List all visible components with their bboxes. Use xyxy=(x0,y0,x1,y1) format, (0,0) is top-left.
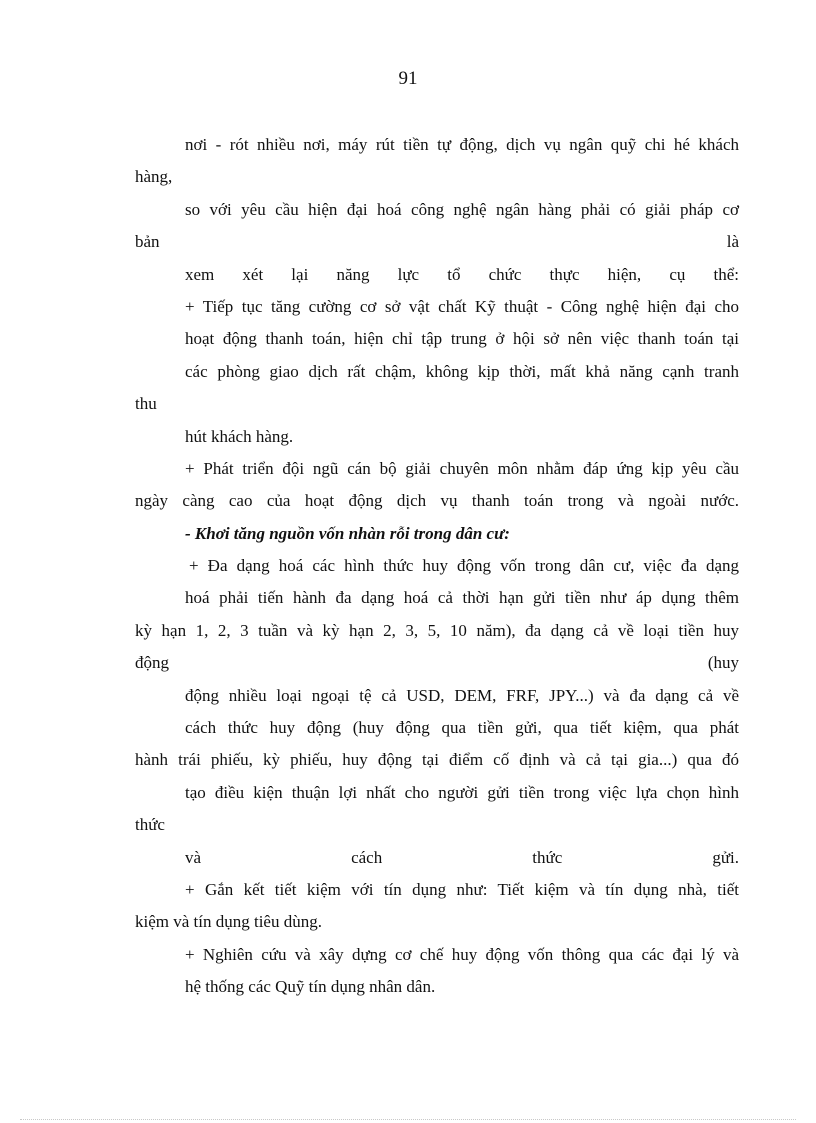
text-fragment: bản xyxy=(135,232,160,252)
text-line: + Phát triển đội ngũ cán bộ giải chuyên môn nhằm đáp ứng kịp yêu cầu xyxy=(185,458,739,478)
section-heading: - Khơi tăng nguồn vốn nhàn rỗi trong dân cư: xyxy=(185,523,510,543)
text-line: nơi - rót nhiều nơi, máy rút tiền tự động, dịch vụ ngân quỹ chi hé khách xyxy=(185,135,739,154)
text-fragment: thức xyxy=(532,847,563,867)
text-line: thu xyxy=(135,394,157,414)
text-line: hệ thống các Quỹ tín dụng nhân dân. xyxy=(185,977,436,997)
text-line: hàng, xyxy=(135,167,173,187)
text-line: hút khách hàng. xyxy=(185,426,294,446)
text-fragment: và xyxy=(185,847,202,867)
page-number: 91 xyxy=(398,68,418,89)
text-line: + Nghiên cứu và xây dựng cơ chế huy động vốn thông qua các đại lý và xyxy=(185,944,739,964)
text-line: hành trái phiếu, kỳ phiếu, huy động tại điểm cố định và cả tại gia...) qua đó xyxy=(135,750,739,770)
text-line: kiệm và tín dụng tiêu dùng. xyxy=(135,912,322,932)
text-line: tạo điều kiện thuận lợi nhất cho người gửi tiền trong việc lựa chọn hình xyxy=(185,782,739,802)
text-fragment: là xyxy=(726,232,739,252)
text-line xyxy=(135,842,739,874)
text-line: cách thức huy động (huy động qua tiền gửi, qua tiết kiệm, qua phát xyxy=(185,718,739,738)
text-line: các phòng giao dịch rất chậm, không kịp thời, mất khả năng cạnh tranh xyxy=(185,361,739,381)
text-line: xem xét lại năng lực tổ chức thực hiện, cụ thể: xyxy=(185,264,739,284)
text-fragment: động xyxy=(135,653,169,673)
footer-divider xyxy=(20,1119,796,1120)
text-fragment: cách xyxy=(351,847,383,867)
text-fragment: gửi. xyxy=(712,847,739,867)
text-line: + Đa dạng hoá các hình thức huy động vốn trong dân cư, việc đa dạng xyxy=(189,556,739,576)
text-line: ngày càng cao của hoạt động dịch vụ thanh toán trong và ngoài nước. xyxy=(135,491,739,511)
text-line: so với yêu cầu hiện đại hoá công nghệ ngân hàng phải có giải pháp cơ xyxy=(185,199,739,219)
text-line: + Tiếp tục tăng cường cơ sở vật chất Kỹ thuật - Công nghệ hiện đại cho xyxy=(185,296,739,316)
text-line: thức xyxy=(135,815,165,835)
text-line: hoạt động thanh toán, hiện chỉ tập trung ở hội sở nên việc thanh toán tại xyxy=(185,329,739,349)
text-line: + Gắn kết tiết kiệm với tín dụng như: Tiết kiệm và tín dụng nhà, tiết xyxy=(185,879,739,899)
text-line: hoá phải tiến hành đa dạng hoá cả thời hạn gửi tiền như áp dụng thêm xyxy=(185,588,739,608)
text-fragment: (huy xyxy=(707,653,739,673)
text-line: động nhiều loại ngoại tệ cả USD, DEM, FRF, JPY...) và đa dạng cả về xyxy=(185,685,739,705)
text-line xyxy=(135,647,739,679)
text-line xyxy=(135,226,739,258)
text-line: kỳ hạn 1, 2, 3 tuần và kỳ hạn 2, 3, 5, 10 năm), đa dạng cả về loại tiền huy xyxy=(135,620,739,640)
document-body xyxy=(135,129,739,1004)
